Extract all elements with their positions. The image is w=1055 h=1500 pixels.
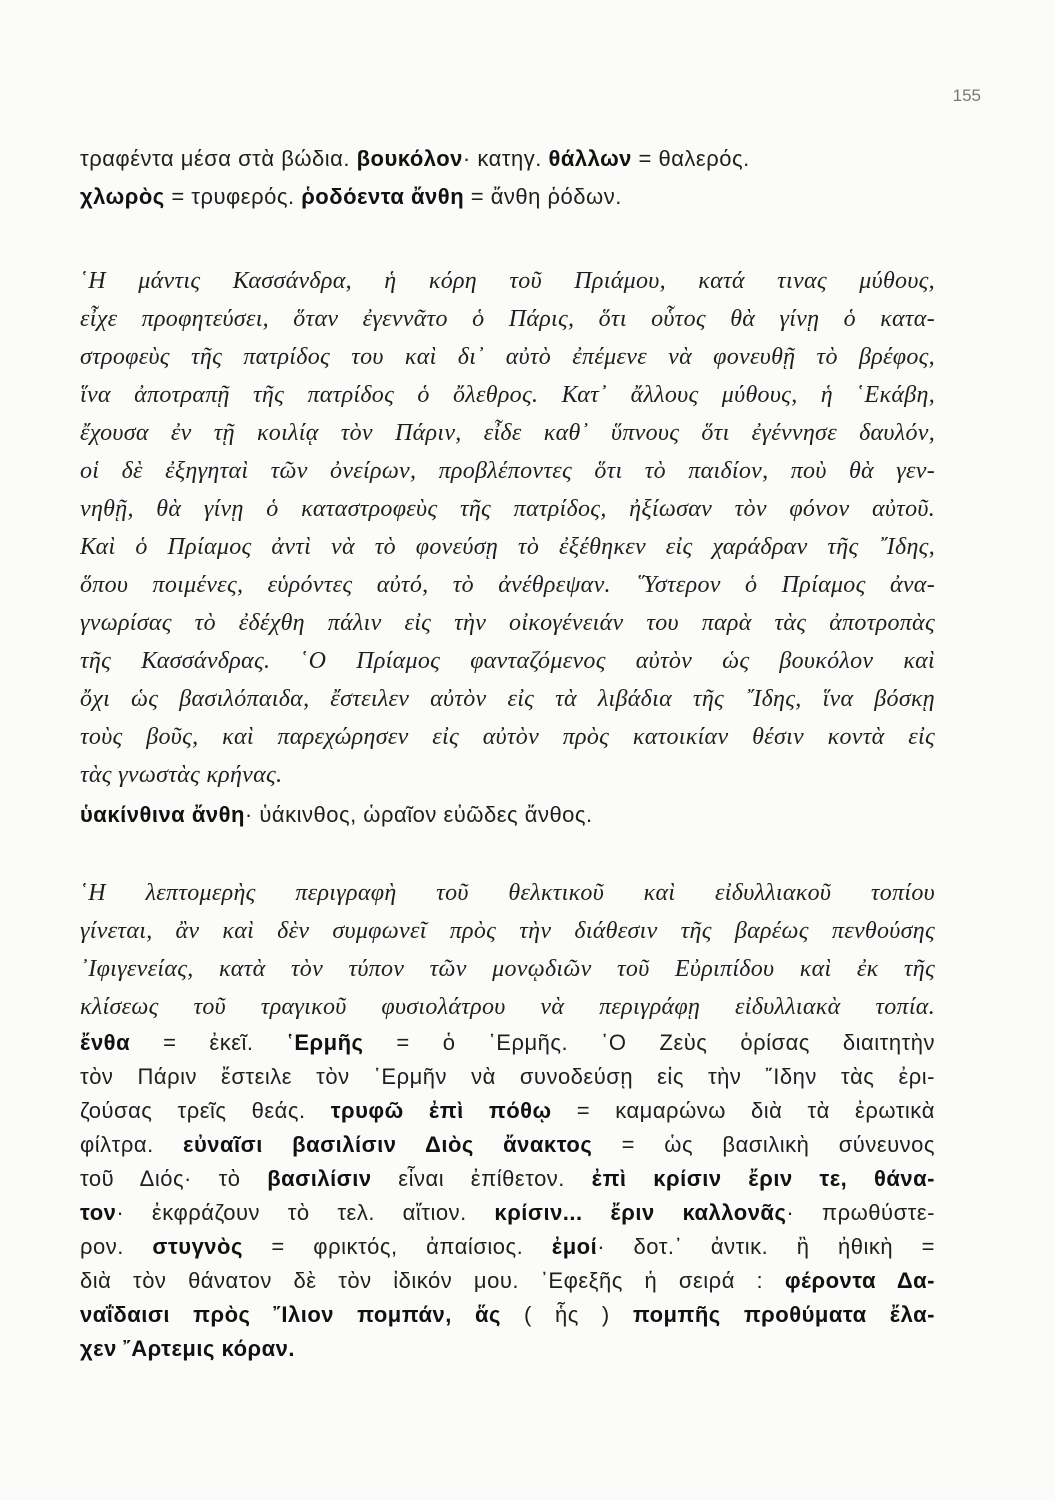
gloss-line bbox=[80, 796, 935, 834]
gloss-text: τραφέντα μέσα στὰ βώδια. bbox=[80, 146, 357, 171]
gloss-block-2 bbox=[80, 796, 935, 834]
text-line: ἵνα ἀποτραπῇ τῆς πατρίδος ὁ ὄλεθρος. Κατ᾿ ἄλλους μύθους, ἡ ῾Εκάβη, bbox=[80, 382, 935, 408]
gloss-lemma: ῾Ερμῆς bbox=[286, 1030, 364, 1055]
gloss-text: = ἐκεῖ. bbox=[130, 1030, 287, 1055]
gloss-text: ( ἧς ) bbox=[500, 1302, 633, 1327]
commentary-paragraph-1 bbox=[80, 262, 935, 794]
text-line: γνωρίσας τὸ ἐδέχθη πάλιν εἰς τὴν οἰκογένειάν του παρὰ τὰς ἀποτροπὰς bbox=[80, 610, 935, 636]
gloss-text: = καμαρώνω διὰ τὰ ἐρωτικὰ bbox=[551, 1098, 935, 1123]
gloss-lemma: κρίσιν... ἔριν καλλονᾶς bbox=[494, 1200, 787, 1225]
text-line: ὅπου ποιμένες, εὑρόντες αὐτό, τὸ ἀνέθρεψαν. ῞Υστερον ὁ Πρίαμος ἀνα- bbox=[80, 572, 935, 598]
text-line: κλίσεως τοῦ τραγικοῦ φυσιολάτρου νὰ περιγράφῃ εἰδυλλιακὰ τοπία. bbox=[80, 994, 935, 1020]
commentary-paragraph-2 bbox=[80, 874, 935, 1026]
text-line: τοὺς βοῦς, καὶ παρεχώρησεν εἰς αὐτὸν πρὸς κατοικίαν θέσιν κοντὰ εἰς bbox=[80, 724, 935, 750]
gloss-text: φίλτρα. bbox=[80, 1132, 184, 1157]
page-number: 155 bbox=[952, 86, 981, 105]
gloss-text: = ἄνθη ῥόδων. bbox=[464, 184, 622, 209]
gloss-text: εἶναι ἐπίθετον. bbox=[371, 1166, 592, 1191]
gloss-line bbox=[80, 1196, 935, 1230]
text-line: εἶχε προφητεύσει, ὅταν ἐγεννᾶτο ὁ Πάρις, ὅτι οὗτος θὰ γίνῃ ὁ κατα- bbox=[80, 306, 935, 332]
gloss-text: = φρικτός, ἀπαίσιος. bbox=[242, 1234, 552, 1259]
gloss-line bbox=[80, 1162, 935, 1196]
gloss-line bbox=[80, 140, 935, 178]
text-line: ὄχι ὡς βασιλόπαιδα, ἔστειλεν αὐτὸν εἰς τὰ λιβάδια τῆς ῎Ιδης, ἵνα βόσκῃ bbox=[80, 686, 935, 712]
text-line: τὰς γνωστὰς κρήνας. bbox=[80, 762, 283, 788]
text-line: ἔχουσα ἐν τῇ κοιλίᾳ τὸν Πάριν, εἶδε καθ᾿ ὕπνους ὅτι ἐγέννησε δαυλόν, bbox=[80, 420, 935, 446]
gloss-line bbox=[80, 178, 935, 216]
gloss-lemma: θάλλων bbox=[548, 146, 632, 171]
gloss-lemma: στυγνὸς bbox=[152, 1234, 243, 1259]
text-line: ῾Η λεπτομερὴς περιγραφὴ τοῦ θελκτικοῦ καὶ εἰδυλλιακοῦ τοπίου bbox=[80, 880, 935, 906]
gloss-lemma: ἐμοί bbox=[551, 1234, 598, 1259]
gloss-text: · πρωθύστε- bbox=[786, 1200, 935, 1225]
gloss-text: ρον. bbox=[80, 1234, 153, 1259]
gloss-text: · ὑάκινθος, ὡραῖον εὐῶδες ἄνθος. bbox=[244, 802, 593, 827]
gloss-lemma: χλωρὸς bbox=[80, 184, 165, 209]
gloss-lemma: ἔνθα bbox=[80, 1030, 131, 1055]
text-line: νηθῇ, θὰ γίνῃ ὁ καταστροφεὺς τῆς πατρίδος, ἠξίωσαν τὸν φόνον αὐτοῦ. bbox=[80, 496, 935, 522]
gloss-lemma: ὑακίνθινα ἄνθη bbox=[80, 802, 245, 827]
gloss-line bbox=[80, 1264, 935, 1298]
gloss-text: = ὁ ῾Ερμῆς. ῾Ο Ζεὺς ὁρίσας διαιτητὴν bbox=[363, 1030, 935, 1055]
gloss-text: = τρυφερός. bbox=[164, 184, 302, 209]
text-line: τῆς Κασσάνδρας. ῾Ο Πρίαμος φανταζόμενος αὐτὸν ὡς βουκόλον καὶ bbox=[80, 648, 935, 674]
gloss-lemma: φέροντα Δα- bbox=[784, 1268, 935, 1293]
text-line: γίνεται, ἂν καὶ δὲν συμφωνεῖ πρὸς τὴν διάθεσιν τῆς βαρέως πενθούσης bbox=[80, 918, 935, 944]
gloss-text: · ἐκφράζουν τὸ τελ. αἴτιον. bbox=[116, 1200, 495, 1225]
gloss-lemma: τρυφῶ ἐπὶ πόθῳ bbox=[330, 1098, 552, 1123]
gloss-line bbox=[80, 1332, 935, 1366]
gloss-lemma: χεν ῎Αρτεμις κόραν. bbox=[80, 1336, 296, 1361]
gloss-block-1 bbox=[80, 140, 935, 216]
gloss-lemma: ῥοδόεντα ἄνθη bbox=[301, 184, 465, 209]
gloss-text: = θαλερός. bbox=[631, 146, 750, 171]
text-line: οἱ δὲ ἐξηγηταὶ τῶν ὀνείρων, προβλέποντες ὅτι τὸ παιδίον, ποὺ θὰ γεν- bbox=[80, 458, 935, 484]
gloss-text: · δοτ.᾿ ἀντικ. ἢ ἠθικὴ = bbox=[597, 1234, 935, 1259]
gloss-text: · κατηγ. bbox=[462, 146, 549, 171]
gloss-line bbox=[80, 1298, 935, 1332]
gloss-line bbox=[80, 1026, 935, 1060]
gloss-block-3 bbox=[80, 1026, 935, 1366]
text-line: Καὶ ὁ Πρίαμος ἀντὶ νὰ τὸ φονεύσῃ τὸ ἐξέθηκεν εἰς χαράδραν τῆς ῎Ιδης, bbox=[80, 534, 935, 560]
gloss-line bbox=[80, 1094, 935, 1128]
gloss-lemma: πομπῆς προθύματα ἔλα- bbox=[632, 1302, 935, 1327]
gloss-line bbox=[80, 1230, 935, 1264]
gloss-text: τὸν Πάριν ἔστειλε τὸν ῾Ερμῆν νὰ συνοδεύσῃ εἰς τὴν ῎Ιδην τὰς ἐρι- bbox=[80, 1064, 935, 1089]
gloss-lemma: ναΐδαισι πρὸς ῎Ιλιον πομπάν, ἅς bbox=[80, 1302, 501, 1327]
gloss-lemma: τον bbox=[80, 1200, 117, 1225]
gloss-line bbox=[80, 1128, 935, 1162]
text-line: ᾿Ιφιγενείας, κατὰ τὸν τύπον τῶν μονῳδιῶν τοῦ Εὐριπίδου καὶ ἐκ τῆς bbox=[80, 956, 935, 982]
gloss-text: τοῦ Διός· τὸ bbox=[80, 1166, 268, 1191]
gloss-lemma: βουκόλον bbox=[356, 146, 463, 171]
gloss-text: = ὡς βασιλικὴ σύνευνος bbox=[592, 1132, 935, 1157]
gloss-text: ζούσας τρεῖς θεάς. bbox=[80, 1098, 331, 1123]
gloss-lemma: εὐναῖσι βασιλίσιν Διὸς ἄνακτος bbox=[183, 1132, 593, 1157]
gloss-text: διὰ τὸν θάνατον δὲ τὸν ἰδικόν μου. ᾿Εφεξῆς ἡ σειρά : bbox=[80, 1268, 785, 1293]
text-line: ῾Η μάντις Κασσάνδρα, ἡ κόρη τοῦ Πριάμου, κατά τινας μύθους, bbox=[80, 268, 935, 294]
gloss-lemma: βασιλίσιν bbox=[267, 1166, 372, 1191]
gloss-lemma: ἐπὶ κρίσιν ἔριν τε, θάνα- bbox=[591, 1166, 935, 1191]
text-line: στροφεὺς τῆς πατρίδος του καὶ δι᾿ αὐτὸ ἐπέμενε νὰ φονευθῇ τὸ βρέφος, bbox=[80, 344, 935, 370]
gloss-line bbox=[80, 1060, 935, 1094]
